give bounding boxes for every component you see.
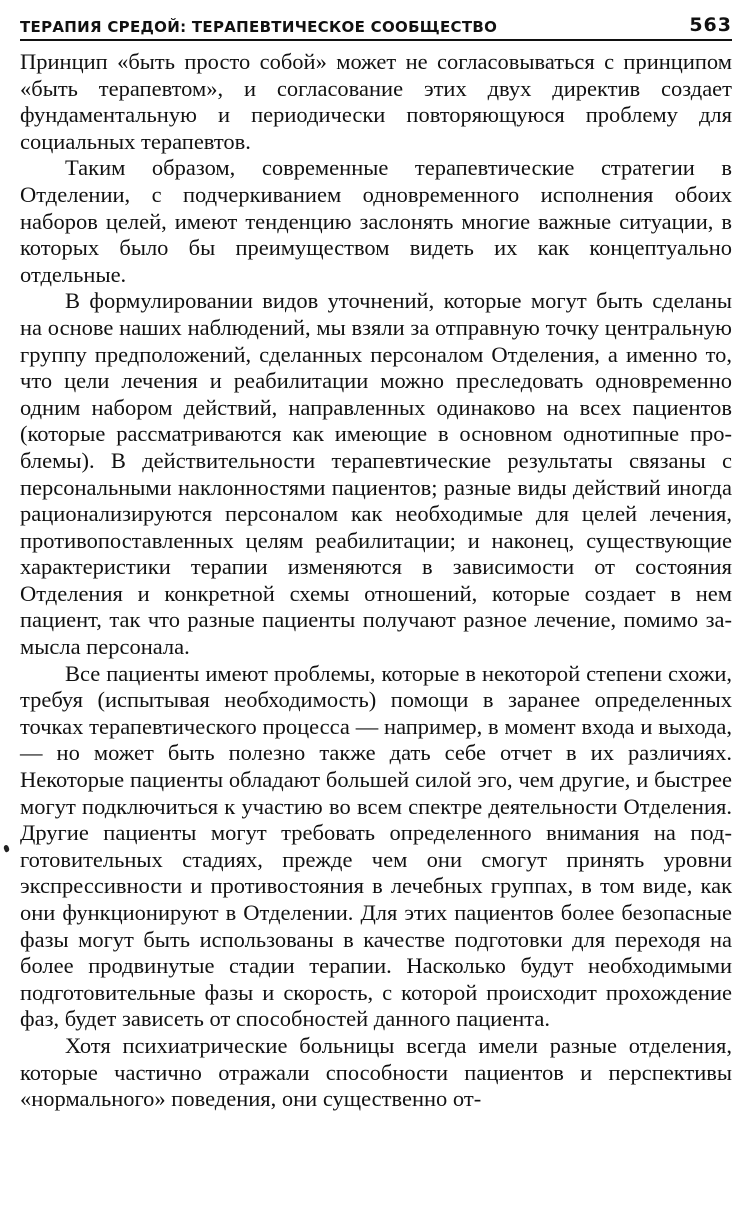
ink-speck-mark	[3, 844, 10, 852]
book-page	[20, 14, 732, 1113]
paragraph-5: Хотя психиатрические больницы всегда имели разные отделения, которые частично отражали способности пациентов и перспективы «нормального» поведения, они существенно от-	[20, 1032, 732, 1112]
running-title: ТЕРАПИЯ СРЕДОЙ: ТЕРАПЕВТИЧЕСКОЕ СООБЩЕСТВО	[20, 18, 498, 36]
page-number: 563	[689, 14, 732, 36]
paragraph-4: Все пациенты имеют проблемы, которые в некоторой степени схожи, требуя (испытывая необходимость) помощи в заранее определенных точках терапевтического процесса — например, в момент входа и выхода, — но может быть полезно также дать себе отчет в их различиях. Некоторые пациенты обладают большей силой эго, чем другие, и быстрее могут подключиться к участию во всем спектре деятельности Отделения. Другие пациенты могут требовать определенного внимания на подготовительных стадиях, прежде чем они смогут принять уровни экспрессивности и противостояния в лечебных группах, в том виде, как они функционируют в Отделении. Для этих пациентов более безопасные фазы могут быть использованы в качестве подготовки для переходя на более продвинутые стадии терапии. Насколько будут необходимыми подготовительные фазы и скорость, с которой происходит прохождение фаз, будет зависеть от способностей данного пациента.	[20, 660, 732, 1032]
paragraph-3: В формулировании видов уточнений, которые могут быть сделаны на основе наших наблюдений, мы взяли за отправную точку центральную группу предположений, сделанных персоналом Отделения, а именно то, что цели лечения и реабилитации можно преследовать одновременно одним набором действий, направленных одинаково на всех пациентов (которые рассматриваются как имеющие в основном однотипные проблемы). В действительности терапевтические результаты связаны с персональными наклонностями пациентов; разные виды действий иногда рационализируются персоналом как необходимые для целей лечения, противопоставленных целям реабилитации; и наконец, существующие характеристики терапии изменяются в зависимости от состояния Отделения и конкретной схемы отношений, которые создает в нем пациент, так что разные пациенты получают разное лечение, помимо замысла персонала.	[20, 288, 732, 660]
running-head	[20, 14, 732, 41]
paragraph-1: Принцип «быть просто собой» может не согласовываться с принципом «быть терапевтом», и согласование этих двух директив создает фундаментальную и периодически повторяющуюся проблему для социальных терапевтов.	[20, 49, 732, 154]
body-text	[20, 49, 732, 1113]
paragraph-2: Таким образом, современные терапевтические стратегии в Отделении, с подчеркиванием одновременного исполнения обоих наборов целей, имеют тенденцию заслонять многие важные ситуации, в которых было бы преимуществом видеть их как концептуально отдельные.	[20, 155, 732, 287]
